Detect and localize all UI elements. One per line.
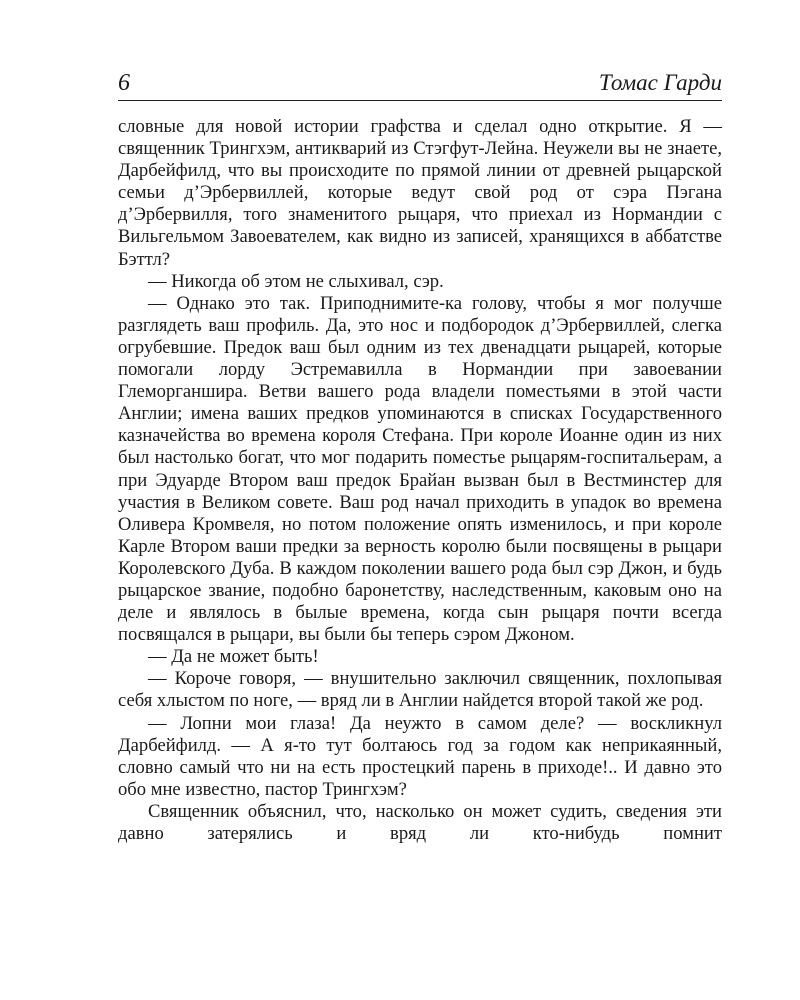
page-header: [118, 70, 722, 101]
paragraph: словные для новой истории графства и сделал одно открытие. Я — священник Трингхэм, антикварий из Стэгфут-Лейна. Неужели вы не знаете, Дарбейфилд, что вы происходите по прямой линии от древней рыцарской семьи д’Эрбервиллей, которые ведут свой род от сэра Пэгана д’Эрбервилля, того знаменитого рыцаря, что приехал из Нормандии с Вильгельмом Завоевателем, как видно из записей, хранящихся в аббатстве Бэттл?: [118, 116, 722, 270]
paragraph: — Никогда об этом не слыхивал, сэр.: [148, 270, 444, 292]
running-title: Томас Гарди: [598, 70, 722, 95]
paragraph: — Короче говоря, — внушительно заключил священник, похлопывая себя хлыстом по ноге, — вряд ли в Англии найдется второй такой же род.: [118, 668, 722, 712]
paragraph: Священник объяснил, что, насколько он может судить, сведения эти давно затерялись и вряд ли кто-нибудь помнит: [118, 800, 722, 844]
paragraph: — Да не может быть!: [148, 646, 319, 668]
paragraph: — Однако это так. Приподнимите-ка голову, чтобы я мог получше разглядеть ваш профиль. Да, это нос и подбородок д’Эрбервиллей, слегка огрубевшие. Предок ваш был одним из тех двенадцати рыцарей, которые помогали лорду Эстремавилла в Нормандии при завоевании Глеморганшира. Ветви вашего рода владели поместьями в этой части Англии; имена ваших предков упоминаются в списках Государственного казначейства во времена короля Стефана. При короле Иоанне один из них был настолько богат, что мог подарить поместье рыцарям-госпитальерам, а при Эдуарде Втором ваш предок Брайан вызван был в Вестминстер для участия в Великом совете. Ваш род начал приходить в упадок во времена Оливера Кромвеля, но потом положение опять изменилось, и при короле Карле Втором ваши предки за верность королю были посвящены в рыцари Королевского Дуба. В каждом поколении вашего рода был сэр Джон, и будь рыцарское звание, подобно баронетству, наследственным, каковым оно на деле и являлось в былые времена, когда сын рыцаря почти всегда посвящался в рыцари, вы были бы теперь сэром Джоном.: [118, 292, 722, 646]
paragraph: — Лопни мои глаза! Да неужто в самом деле? — воскликнул Дарбейфилд. — А я-то тут болтаюсь год за годом как неприкаянный, словно самый что ни на есть простецкий парень в приходе!.. И давно это обо мне известно, пастор Трингхэм?: [118, 712, 722, 800]
page-number: 6: [118, 70, 130, 96]
body-text: [118, 116, 722, 845]
